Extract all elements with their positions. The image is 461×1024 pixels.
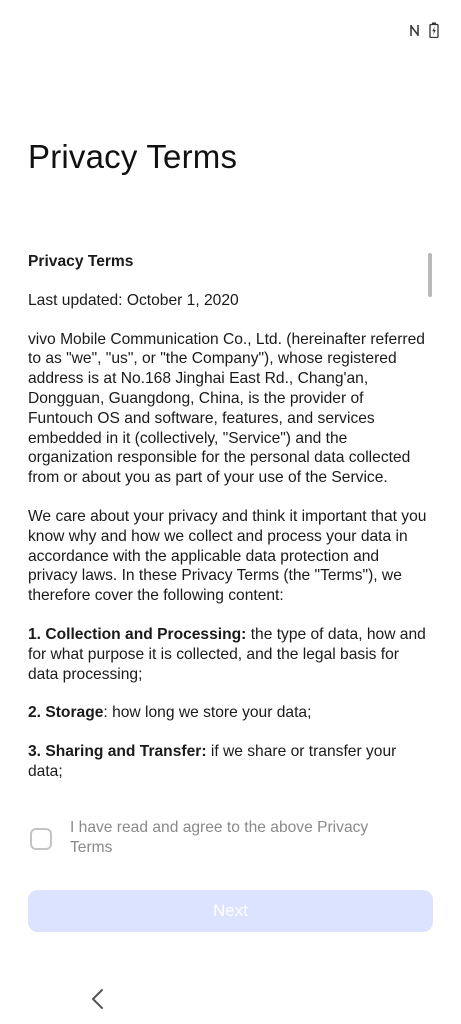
terms-item-text: : how long we store your data; bbox=[103, 704, 312, 722]
page-title: Privacy Terms bbox=[28, 138, 238, 175]
terms-item bbox=[28, 625, 428, 684]
terms-paragraph-care: We care about your privacy and think it important that you know why and how we collect and process your data in accordance with the applicable data protection and privacy laws. In these Privacy Terms (the "Terms"), we therefore cover the following content: bbox=[28, 507, 427, 605]
terms-item-title: 1. Collection and Processing: bbox=[28, 625, 247, 643]
terms-item bbox=[28, 742, 428, 782]
terms-heading: Privacy Terms bbox=[28, 253, 134, 270]
terms-item bbox=[28, 703, 428, 723]
agree-checkbox[interactable] bbox=[30, 828, 52, 850]
terms-last-updated: Last updated: October 1, 2020 bbox=[28, 291, 239, 309]
agree-row[interactable] bbox=[30, 818, 400, 858]
terms-item-title: 3. Sharing and Transfer: bbox=[28, 743, 207, 761]
nfc-icon bbox=[410, 24, 419, 37]
status-bar bbox=[410, 22, 439, 38]
terms-scrollbar[interactable] bbox=[428, 253, 432, 297]
battery-charging-icon bbox=[429, 22, 439, 38]
terms-item-text: if we share or transfer your data; bbox=[28, 743, 397, 780]
terms-item-text: the type of data, how and for what purpose it is collected, and the legal basis for data processing; bbox=[28, 625, 426, 683]
next-button[interactable]: Next bbox=[28, 890, 433, 932]
terms-item-title: 2. Storage bbox=[28, 704, 104, 722]
terms-scroll-area[interactable] bbox=[28, 252, 428, 805]
terms-paragraph-intro: vivo Mobile Communication Co., Ltd. (hereinafter referred to as "we", "us", or "the Company"), whose registered address is at No.168 Jinghai East Rd., Chang'an, Dongguan, Guangdong, China, is the provider of Funtouch OS and software, features, and services embedded in it (collectively, "Service") and the organization responsible for the personal data collected from or about you as part of your use of the Service. bbox=[28, 330, 425, 487]
agree-label[interactable]: I have read and agree to the above Privacy Terms bbox=[70, 819, 369, 856]
back-chevron-icon[interactable] bbox=[88, 988, 108, 1010]
